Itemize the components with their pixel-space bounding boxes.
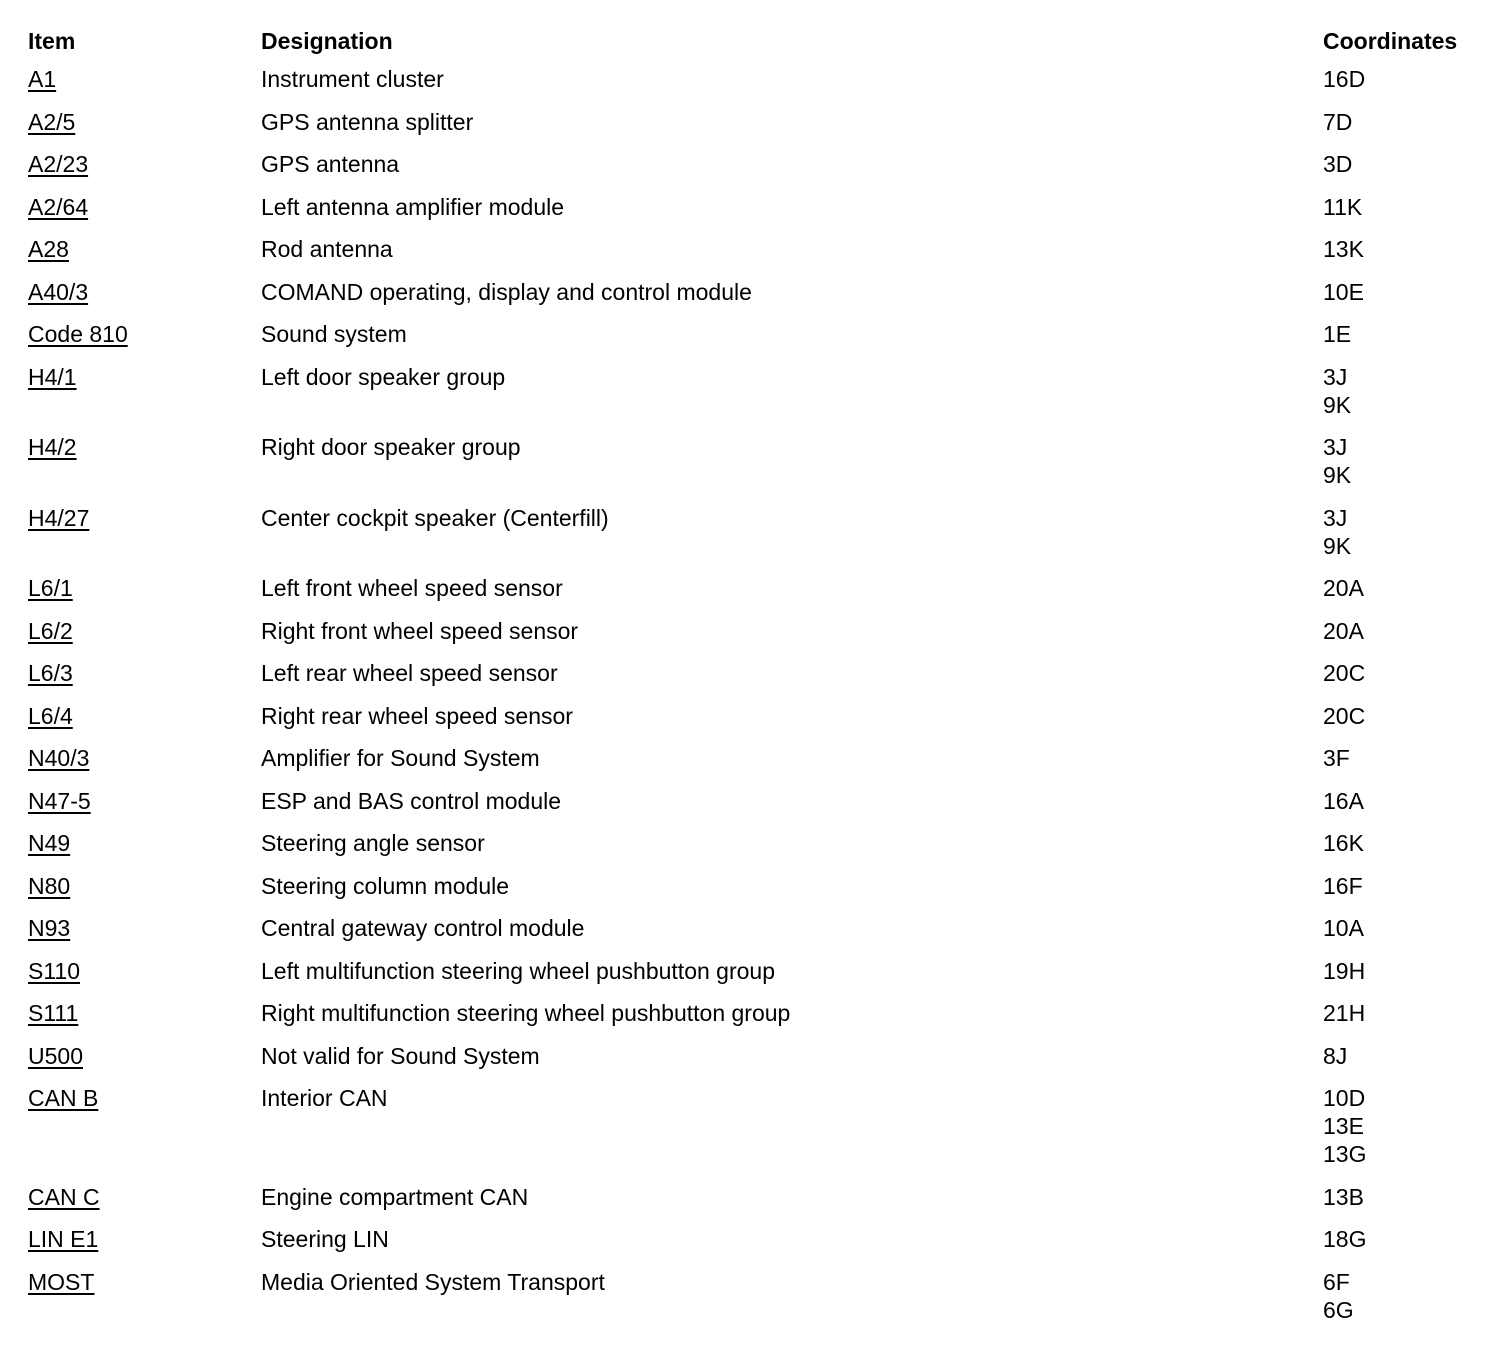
header-row [28,24,1488,58]
item-cell [28,143,261,186]
table-row [28,1261,1488,1332]
item-link[interactable]: L6/1 [28,575,73,601]
table-row [28,1077,1488,1176]
item-link[interactable]: A40/3 [28,278,89,305]
item-link[interactable]: A28 [28,236,69,262]
item-link[interactable]: L6/2 [28,617,73,644]
item-cell [28,101,261,144]
coordinate-value: 3J [1323,363,1348,390]
coordinates-cell [1323,950,1488,993]
item-cell [28,313,261,356]
coordinates-cell [1323,822,1488,865]
coordinate-value: 3D [1323,151,1353,177]
designation-cell: Right front wheel speed sensor [261,617,579,644]
coordinates-cell [1323,1176,1488,1219]
designation-cell: Left front wheel speed sensor [261,575,563,601]
coordinates-cell [1323,1261,1488,1332]
table-row [28,695,1488,738]
item-link[interactable]: L6/3 [28,660,73,686]
item-cell [28,58,261,101]
item-link[interactable]: Code 810 [28,321,128,347]
column-header-coordinates: Coordinates [1323,28,1458,54]
item-cell [28,1176,261,1219]
item-cell [28,1077,261,1176]
coordinate-value: 16K [1323,830,1364,856]
coordinates-cell [1323,58,1488,101]
item-link[interactable]: A2/64 [28,193,89,220]
table-row [28,313,1488,356]
coordinate-value: 7D [1323,108,1353,135]
coordinate-value: 20C [1323,702,1366,729]
coordinates-cell [1323,1035,1488,1078]
designation-cell: Right rear wheel speed sensor [261,702,573,729]
item-cell [28,1261,261,1332]
item-cell [28,1218,261,1261]
table-row [28,101,1488,144]
coordinate-value: 11K [1323,193,1363,220]
coordinate-value: 3J [1323,504,1348,531]
designation-cell: ESP and BAS control module [261,787,562,814]
item-cell [28,356,261,427]
table-row [28,780,1488,823]
item-cell [28,737,261,780]
coordinate-value: 10D [1323,1085,1366,1111]
coordinates-cell [1323,228,1488,271]
designation-cell: GPS antenna splitter [261,108,474,135]
coordinate-value: 13E [1323,1113,1364,1139]
item-link[interactable]: H4/2 [28,434,77,460]
coordinates-cell [1323,1218,1488,1261]
coordinate-value: 16A [1323,787,1364,814]
coordinates-cell [1323,143,1488,186]
table-row [28,950,1488,993]
designation-cell: Central gateway control module [261,915,585,941]
item-cell [28,695,261,738]
table-row [28,1176,1488,1219]
column-header-designation: Designation [261,28,393,54]
item-link[interactable]: S111 [28,1000,79,1026]
coordinate-value: 18G [1323,1226,1367,1252]
table-row [28,992,1488,1035]
table-header [28,24,1488,58]
designation-cell: Not valid for Sound System [261,1042,540,1069]
designation-cell: Right door speaker group [261,434,521,460]
designation-cell: Rod antenna [261,236,393,262]
coordinates-cell [1323,610,1488,653]
item-cell [28,271,261,314]
designation-cell: Left door speaker group [261,363,506,390]
table-row [28,143,1488,186]
item-cell [28,907,261,950]
item-link[interactable]: U500 [28,1042,83,1069]
coordinate-value: 8J [1323,1042,1348,1069]
item-link[interactable]: L6/4 [28,702,73,729]
item-cell [28,950,261,993]
item-link[interactable]: A2/23 [28,151,89,177]
coordinates-cell [1323,652,1488,695]
item-cell [28,865,261,908]
designation-cell: Steering angle sensor [261,830,485,856]
coordinate-value: 20A [1323,617,1364,644]
table-row [28,426,1488,497]
coordinates-cell [1323,186,1488,229]
table-row [28,652,1488,695]
item-link[interactable]: S110 [28,957,81,984]
coordinate-value: 20A [1323,575,1364,601]
coordinates-cell [1323,567,1488,610]
table-row [28,228,1488,271]
coordinate-value: 9K [1323,391,1352,418]
designation-cell: GPS antenna [261,151,400,177]
item-cell [28,822,261,865]
designation-cell: Interior CAN [261,1085,388,1111]
item-link[interactable]: A2/5 [28,108,76,135]
item-link[interactable]: N80 [28,872,71,899]
item-cell [28,567,261,610]
item-cell [28,652,261,695]
coordinate-value: 9K [1323,532,1352,559]
coordinates-cell [1323,271,1488,314]
component-legend-table [28,24,1488,1331]
item-link[interactable]: N49 [28,830,71,856]
item-link[interactable]: H4/27 [28,504,90,531]
designation-cell: Left antenna amplifier module [261,193,565,220]
coordinates-cell [1323,497,1488,568]
table-row [28,1218,1488,1261]
designation-cell: Instrument cluster [261,66,444,92]
designation-cell: Steering LIN [261,1226,389,1252]
coordinate-value: 10A [1323,915,1364,941]
designation-cell: Amplifier for Sound System [261,745,540,771]
item-link[interactable]: N40/3 [28,745,90,771]
coordinate-value: 3J [1323,434,1348,460]
table-row [28,1035,1488,1078]
item-cell [28,497,261,568]
coordinates-cell [1323,426,1488,497]
coordinates-cell [1323,1077,1488,1176]
designation-cell: Right multifunction steering wheel pushbutton group [261,1000,791,1026]
designation-cell: Media Oriented System Transport [261,1268,605,1295]
coordinates-cell [1323,695,1488,738]
coordinate-value: 16D [1323,66,1366,92]
table-row [28,271,1488,314]
coordinates-cell [1323,313,1488,356]
designation-cell: Center cockpit speaker (Centerfill) [261,504,609,531]
table-row [28,497,1488,568]
item-cell [28,780,261,823]
coordinate-value: 9K [1323,462,1352,488]
table-row [28,610,1488,653]
item-cell [28,610,261,653]
coordinates-cell [1323,907,1488,950]
coordinate-value: 13G [1323,1141,1367,1167]
coordinates-cell [1323,992,1488,1035]
item-cell [28,992,261,1035]
coordinate-value: 3F [1323,745,1350,771]
item-link[interactable]: N47-5 [28,787,91,814]
coordinates-cell [1323,101,1488,144]
designation-cell: Left rear wheel speed sensor [261,660,558,686]
item-cell [28,228,261,271]
item-cell [28,426,261,497]
table-row [28,865,1488,908]
coordinate-value: 16F [1323,872,1363,899]
item-cell [28,1035,261,1078]
item-link[interactable]: LIN E1 [28,1226,99,1252]
column-header-item: Item [28,28,76,54]
item-cell [28,186,261,229]
coordinate-value: 6F [1323,1268,1350,1295]
table-row [28,356,1488,427]
coordinate-value: 10E [1323,278,1364,305]
item-link[interactable]: A1 [28,66,57,92]
item-link[interactable]: MOST [28,1268,95,1295]
coordinate-value: 6G [1323,1296,1354,1323]
item-link[interactable]: H4/1 [28,363,77,390]
designation-cell: Left multifunction steering wheel pushbutton group [261,957,775,984]
designation-cell: COMAND operating, display and control module [261,278,752,305]
designation-cell: Steering column module [261,872,510,899]
item-link[interactable]: CAN B [28,1085,99,1111]
item-link[interactable]: CAN C [28,1183,100,1210]
table-row [28,186,1488,229]
table-row [28,58,1488,101]
coordinates-cell [1323,865,1488,908]
table-row [28,822,1488,865]
coordinates-cell [1323,780,1488,823]
coordinates-cell [1323,737,1488,780]
designation-cell: Sound system [261,321,407,347]
table-row [28,737,1488,780]
table-row [28,567,1488,610]
designation-cell: Engine compartment CAN [261,1183,529,1210]
coordinate-value: 21H [1323,1000,1366,1026]
item-link[interactable]: N93 [28,915,71,941]
coordinate-value: 13K [1323,236,1364,262]
coordinates-cell [1323,356,1488,427]
coordinate-value: 1E [1323,321,1352,347]
table-body [28,58,1488,1331]
coordinate-value: 19H [1323,957,1366,984]
table-row [28,907,1488,950]
coordinate-value: 13B [1323,1183,1364,1210]
coordinate-value: 20C [1323,660,1366,686]
